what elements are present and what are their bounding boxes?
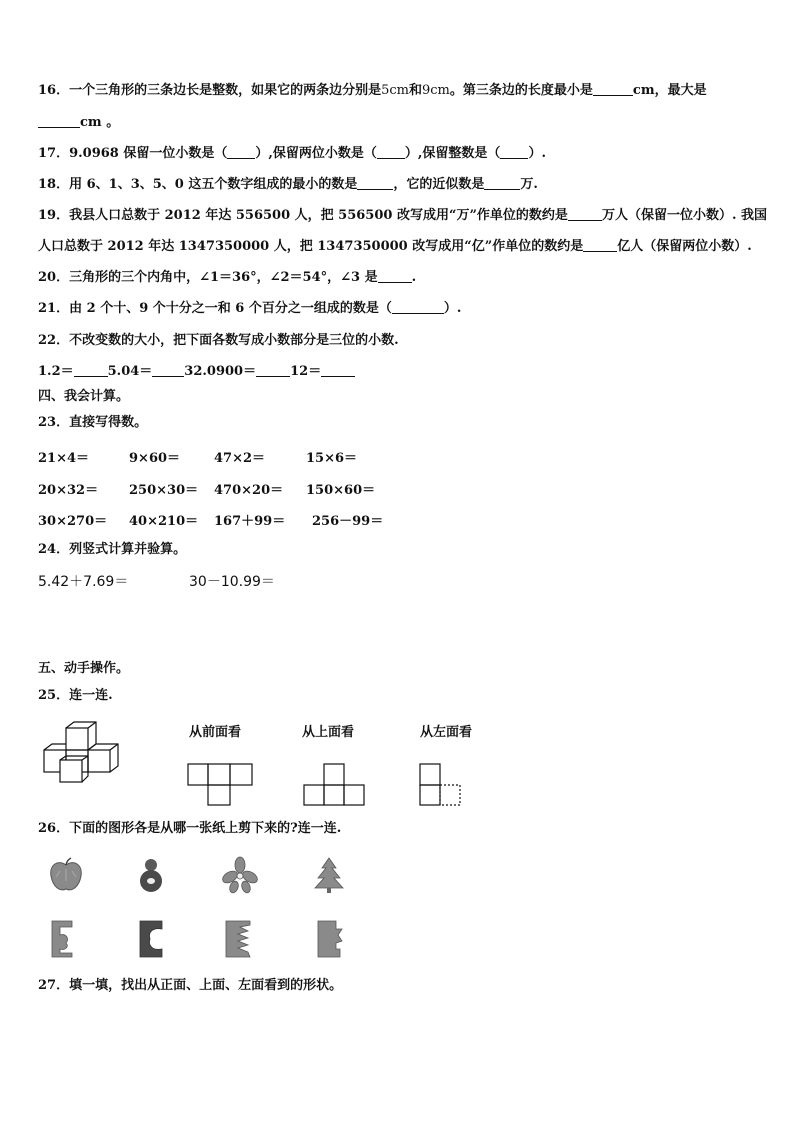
q16-length-1: 5cm	[381, 83, 409, 98]
paper-sheet-2-icon[interactable]	[138, 919, 168, 959]
q18-text-a: 18．用 6、1、3、5、0 这五个数字组成的最小的数是	[38, 177, 358, 192]
q24-item-2: 30－10.99＝	[189, 574, 275, 590]
q16-text-e: cm 。	[80, 115, 120, 130]
q17-blank-1[interactable]	[227, 144, 255, 159]
apple-cutout-icon[interactable]	[48, 857, 84, 893]
view-label-left: 从左面看	[420, 725, 473, 740]
question-16	[38, 81, 760, 101]
view-shape-l	[420, 764, 464, 806]
calc-item: 9×60＝	[129, 451, 181, 466]
q16-text-b: 和	[408, 83, 422, 98]
q19-blank-1[interactable]	[568, 206, 602, 221]
q22-blank-1[interactable]	[74, 362, 108, 377]
calc-item: 167＋99＝	[214, 514, 286, 529]
tree-cutout-icon[interactable]	[314, 857, 344, 893]
question-21	[38, 299, 760, 319]
q18-blank-2[interactable]	[484, 175, 520, 190]
q17-blank-3[interactable]	[500, 144, 528, 159]
q19-text-c: 人口总数于 2012 年达 1347350000 人，把 1347350000 改写成用“亿”作单位的数约是	[38, 239, 584, 254]
q16-blank-min[interactable]	[593, 81, 633, 96]
question-18	[38, 175, 760, 195]
calc-item: 21×4＝	[38, 451, 90, 466]
q17-text-b: ）,保留两位小数是（	[255, 146, 377, 161]
paper-sheet-1-icon[interactable]	[50, 919, 80, 959]
section-4-heading: 四、我会计算。	[38, 389, 130, 404]
q16-length-2: 9cm	[422, 83, 450, 98]
q16-text-d: cm，最大是	[632, 83, 707, 98]
q22-item-3: 32.0900＝	[184, 364, 257, 379]
q17-blank-2[interactable]	[377, 144, 405, 159]
calc-item: 250×30＝	[129, 483, 199, 498]
calc-item: 40×210＝	[129, 514, 199, 529]
q16-text-a: 16．一个三角形的三条边长是整数，如果它的两条边分别是	[38, 83, 382, 98]
q22-item-4: 12＝	[290, 364, 322, 379]
q18-text-b: ，它的近似数是	[393, 177, 485, 192]
q22-text: 22．不改变数的大小，把下面各数写成小数部分是三位的小数.	[38, 333, 399, 348]
calc-item: 30×270＝	[38, 514, 108, 529]
q16-blank-max[interactable]	[38, 113, 80, 128]
cube-stack-figure	[44, 720, 144, 782]
gourd-cutout-icon[interactable]	[136, 857, 166, 893]
view-label-top: 从上面看	[302, 725, 355, 740]
view-label-front: 从前面看	[189, 725, 242, 740]
q22-blank-3[interactable]	[256, 362, 290, 377]
flower-cutout-icon[interactable]	[222, 857, 258, 893]
q18-blank-1[interactable]	[357, 175, 393, 190]
view-shape-inverted-t	[304, 764, 368, 806]
q16-text-c: 。第三条边的长度最小是	[449, 83, 593, 98]
question-25-title: 25．连一连.	[38, 688, 113, 703]
question-23-title: 23．直接写得数。	[38, 415, 148, 430]
q21-text-b: ）.	[443, 301, 462, 316]
q21-text-a: 21．由 2 个十、9 个十分之一和 6 个百分之一组成的数是（	[38, 301, 392, 316]
q22-item-1: 1.2＝	[38, 364, 74, 379]
question-17	[38, 144, 760, 164]
section-5-heading: 五、动手操作。	[38, 661, 130, 676]
paper-sheet-3-icon[interactable]	[224, 919, 254, 959]
q17-text-d: ）.	[528, 146, 546, 161]
q19-text-d: 亿人（保留两位小数）.	[617, 239, 752, 254]
q17-text-a: 17．9.0968 保留一位小数是（	[38, 146, 228, 161]
paper-sheet-4-icon[interactable]	[316, 919, 346, 959]
q24-item-1: 5.42＋7.69＝	[38, 574, 129, 590]
question-27-title: 27．填一填，找出从正面、上面、左面看到的形状。	[38, 978, 343, 993]
calc-item: 20×32＝	[38, 483, 99, 498]
q20-text-a: 20．三角形的三个内角中，∠1＝36°，∠2＝54°，∠3 是	[38, 270, 378, 285]
calc-item: 256－99＝	[312, 514, 384, 529]
question-22-items	[38, 362, 760, 382]
q22-blank-2[interactable]	[152, 362, 184, 377]
q19-text-b: 万人（保留一位小数）. 我国	[601, 208, 767, 223]
question-20	[38, 268, 760, 288]
q19-blank-2[interactable]	[583, 237, 617, 252]
question-26-title: 26．下面的图形各是从哪一张纸上剪下来的?连一连.	[38, 821, 342, 836]
calc-item: 47×2＝	[214, 451, 266, 466]
question-19	[38, 206, 767, 226]
q21-blank[interactable]	[392, 299, 444, 314]
q20-text-b: .	[411, 270, 417, 285]
view-shape-t	[188, 764, 254, 806]
q22-blank-4[interactable]	[321, 362, 355, 377]
calc-item: 15×6＝	[306, 451, 358, 466]
calc-item: 470×20＝	[214, 483, 284, 498]
calc-item: 150×60＝	[306, 483, 376, 498]
question-16-line2	[38, 113, 760, 133]
question-19-line2	[38, 237, 760, 257]
q19-text-a: 19．我县人口总数于 2012 年达 556500 人，把 556500 改写成用“万”作单位的数约是	[38, 208, 568, 223]
question-22	[38, 331, 760, 351]
q18-text-c: 万.	[520, 177, 538, 192]
question-24-title: 24．列竖式计算并验算。	[38, 542, 187, 557]
q20-blank[interactable]	[378, 268, 412, 283]
q17-text-c: ）,保留整数是（	[404, 146, 501, 161]
q22-item-2: 5.04＝	[107, 364, 153, 379]
